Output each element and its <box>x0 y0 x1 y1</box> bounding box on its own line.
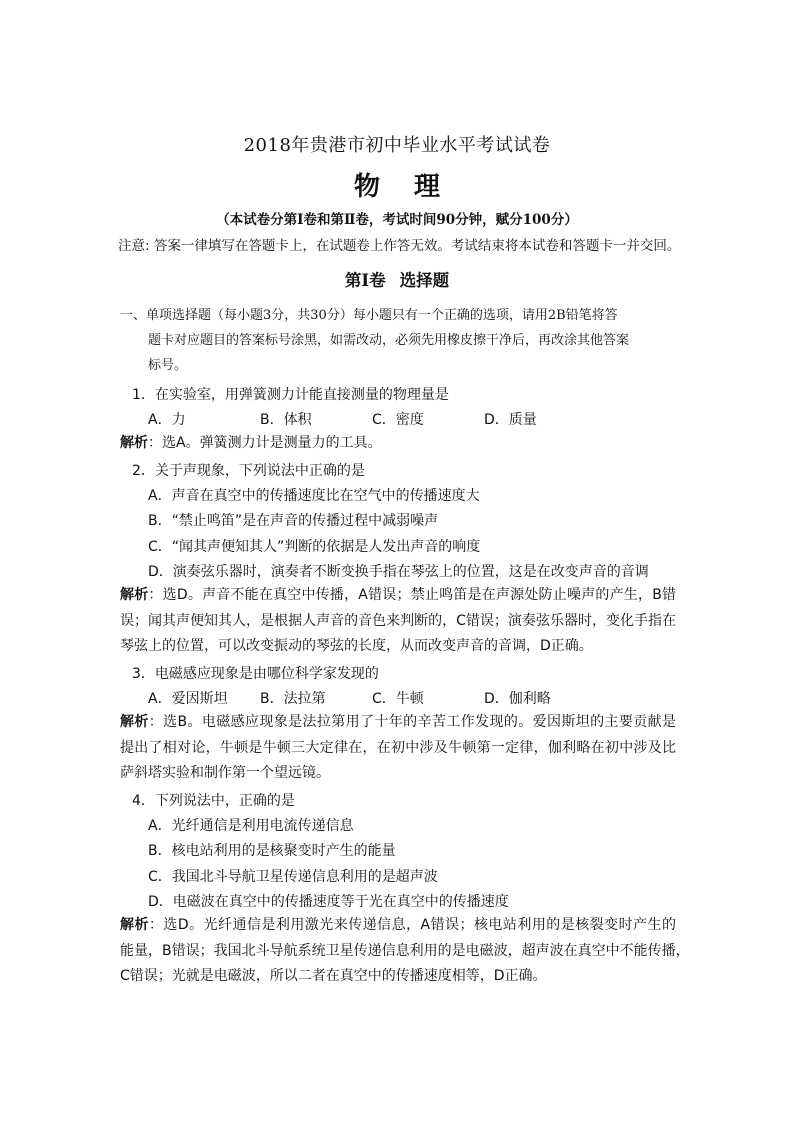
q4-option-a: A．光纤通信是利用电流传递信息 <box>148 818 354 834</box>
subject-heading <box>0 166 794 203</box>
q3-option-b: B．法拉第 <box>260 691 326 707</box>
answer-label: 解析 <box>120 587 149 603</box>
question-2-stem: 2．关于声现象，下列说法中正确的是 <box>132 463 365 479</box>
answer-label: 解析 <box>120 435 148 451</box>
q2-answer <box>120 583 676 660</box>
q1-option-b: B．体积 <box>260 412 312 428</box>
answer-line: 提出了相对论，牛顿是牛顿三大定律在，在初中涉及牛顿第一定律，伽利略在初中涉及比 <box>120 739 676 756</box>
answer-label: 解析 <box>120 714 149 730</box>
instruction-line: 一、单项选择题（每小题3分，共30分）每小题只有一个正确的选项，请用2B铅笔将答 <box>120 308 618 323</box>
q2-option-c: C．“闻其声便知其人”判断的依据是人发出声音的响度 <box>148 539 481 555</box>
q1-option-d: D．质量 <box>484 412 537 428</box>
answer-line <box>120 913 676 939</box>
q3-option-a: A．爱因斯坦 <box>148 691 228 707</box>
section-heading <box>0 267 794 291</box>
answer-label: 解析 <box>120 917 149 933</box>
answer-line <box>120 710 676 736</box>
question-1-stem: 1．在实验室，用弹簧测力计能直接测量的物理量是 <box>132 387 449 403</box>
answer-line: 能量，B错误；我国北斗导航系统卫星传递信息利用的是电磁波，超声波在真空中不能传播， <box>120 942 690 959</box>
exam-notice: 注意: 答案一律填写在答题卡上，在试题卷上作答无效。考试结束将本试卷和答题卡一并交回。 <box>118 238 681 254</box>
answer-line: 误；闻其声便知其人，是根据人声音的音色来判断的，C错误；演奏弦乐器时，变化手指在 <box>120 612 676 629</box>
question-3-stem: 3．电磁感应现象是由哪位科学家发现的 <box>132 666 379 682</box>
q4-option-c: C．我国北斗导航卫星传递信息利用的是超声波 <box>148 869 438 885</box>
q3-option-d: D．伽利略 <box>484 691 551 707</box>
section-name: 选择题 <box>399 271 450 290</box>
answer-line <box>120 431 676 457</box>
answer-line: 萨斜塔实验和制作第一个望远镜。 <box>120 765 330 781</box>
subject-char-1: 物 <box>353 172 380 202</box>
exam-info: （本试卷分第Ⅰ卷和第Ⅱ卷，考试时间90分钟，赋分100分） <box>216 212 578 228</box>
answer-text: ：选B。电磁感应现象是法拉第用了十年的辛苦工作发现的。爱因斯坦的主要贡献是 <box>148 714 677 730</box>
q4-option-d: D．电磁波在真空中的传播速度等于光在真空中的传播速度 <box>148 894 509 910</box>
q3-answer <box>120 710 676 787</box>
q1-option-a: A．力 <box>148 412 186 428</box>
instruction-line: 题卡对应题目的答案标号涂黑，如需改动，必须先用橡皮擦干净后，再改涂其他答案 <box>148 333 630 348</box>
q1-option-c: C．密度 <box>372 412 424 428</box>
q4-option-b: B．核电站利用的是核聚变时产生的能量 <box>148 843 396 859</box>
answer-text: ：选D。光纤通信是利用激光来传递信息，A错误；核电站利用的是核裂变时产生的 <box>148 917 677 933</box>
q2-option-b: B．“禁止鸣笛”是在声音的传播过程中减弱噪声 <box>148 513 439 529</box>
answer-line: C错误；光就是电磁波，所以二者在真空中的传播速度相等，D正确。 <box>120 968 547 984</box>
subject-char-2: 理 <box>414 172 441 202</box>
question-4-stem: 4．下列说法中，正确的是 <box>132 793 295 809</box>
instruction-line: 标号。 <box>148 358 188 373</box>
section-instructions <box>120 303 680 378</box>
answer-text: ：选A。弹簧测力计是测量力的工具。 <box>148 435 382 451</box>
answer-line: 琴弦上的位置，可以改变振动的琴弦的长度，从而改变声音的音调，D正确。 <box>120 638 593 654</box>
q2-option-a: A．声音在真空中的传播速度比在空气中的传播速度大 <box>148 488 480 504</box>
q4-answer <box>120 913 690 990</box>
q3-option-c: C．牛顿 <box>372 691 424 707</box>
section-part: 第Ⅰ卷 <box>344 271 386 290</box>
q1-answer <box>120 431 676 457</box>
answer-text: ：选D。声音不能在真空中传播，A错误；禁止鸣笛是在声源处防止噪声的产生，B错 <box>148 587 677 603</box>
exam-title: 2018年贵港市初中毕业水平考试试卷 <box>243 135 551 156</box>
q2-option-d: D．演奏弦乐器时，演奏者不断变换手指在琴弦上的位置，这是在改变声音的音调 <box>148 564 649 580</box>
answer-line <box>120 583 676 609</box>
